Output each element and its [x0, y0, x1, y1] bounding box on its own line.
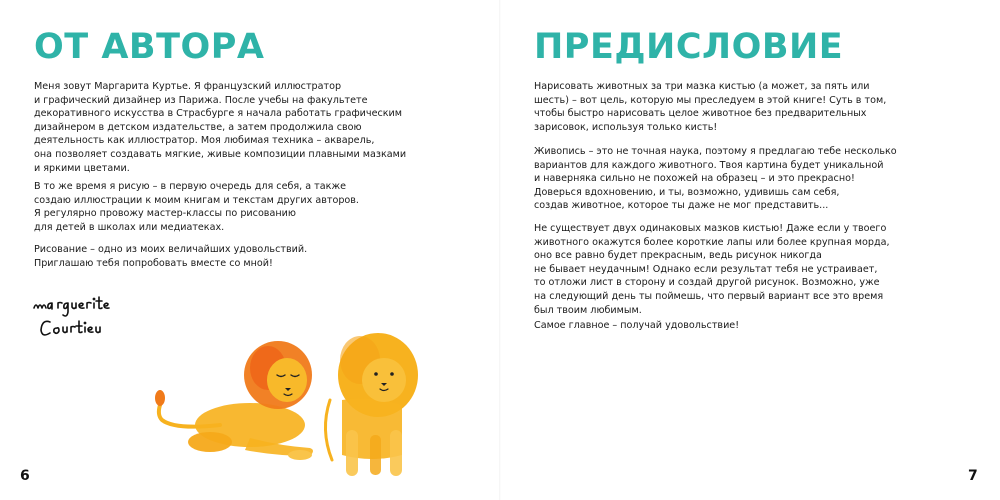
author-paragraph-1: Меня зовут Маргарита Куртье. Я французский иллюстратор и графический дизайнер из Парижа. После учебы на факультете декоративного искусства в Страсбурге я начала работать графическим дизайнером в детском издательстве, а затем продолжила свою деятельность как иллюстратор. Моя любимая техника – акварель, она позволяет создавать мягкие, живые композиции плавными мазками и яркими цветами.: [34, 81, 407, 174]
right-page: [500, 0, 1000, 500]
author-paragraph-3: Рисование – одно из моих величайших удовольствий. Приглашаю тебя попробовать вместе со мной!: [34, 244, 308, 269]
standing-lion: [325, 333, 418, 476]
page-number-right: 7: [968, 468, 978, 484]
page-number-left: 6: [20, 468, 30, 484]
preface-paragraph-4: Самое главное – получай удовольствие!: [534, 320, 740, 331]
author-paragraph-2: В то же время я рисую – в первую очередь для себя, а также создаю иллюстрации к моим книгам и текстам других авторов. Я регулярно провожу мастер-классы по рисованию для детей в школах или медиатеках.: [34, 181, 359, 233]
preface-paragraph-1: Нарисовать животных за три мазка кистью (а может, за пять или шесть) – вот цель, которую мы преследуем в этой книге! Суть в том, чтобы быстро нарисовать целое животное без предварительных зарисовок, используя только кисть!: [534, 81, 887, 133]
preface-paragraph-2: Живопись – это не точная наука, поэтому я предлагаю тебе несколько вариантов для каждого животного. Твоя картина будет уникальной и наверняка сильно не похожей на образец – и это прекрасно! Доверься вдохновению, и ты, возможно, удивишь сам себя, создав животное, которое ты даже не мог представить...: [534, 146, 897, 212]
preface-paragraph-3: Не существует двух одинаковых мазков кистью! Даже если у твоего животного окажутся более короткие лапы или более крупная морда, оно все равно будет прекрасным, ведь рисунок никогда не бывает неудачным! Однако если результат тебя не устраивает, то отложи лист в сторону и создай другой рисунок. Возможно, уже на следующий день ты поймешь, что первый вариант все это время был твоим любимым.: [534, 223, 890, 316]
right-page-title: ПРЕДИСЛОВИЕ: [534, 27, 844, 67]
author-signature: [30, 290, 140, 350]
lions-illustration: [150, 330, 440, 480]
left-page-title: ОТ АВТОРА: [34, 27, 265, 67]
lying-lion: [155, 341, 313, 460]
